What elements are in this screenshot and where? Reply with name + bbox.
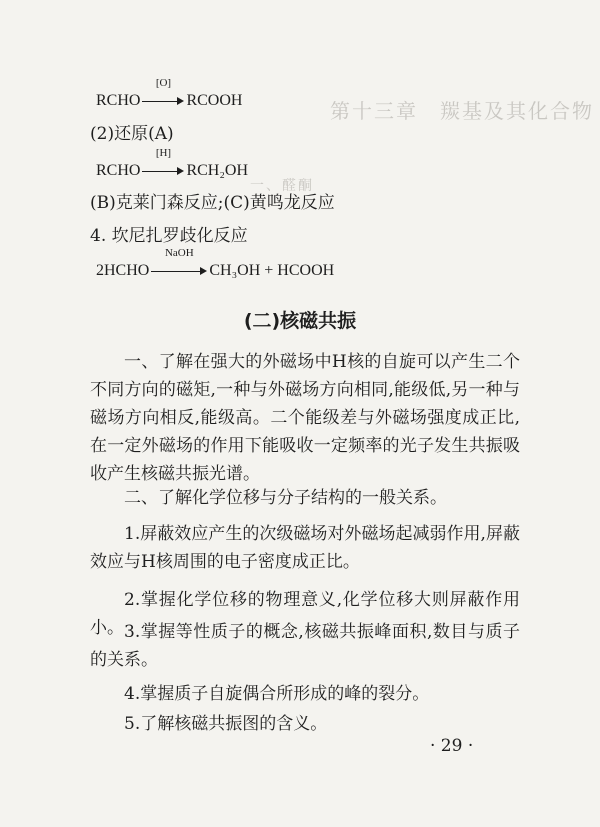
- product: CH₃OH + HCOOH: [209, 262, 335, 279]
- equation-oxidation: [96, 77, 243, 110]
- product: RCOOH: [186, 92, 243, 109]
- reagent-label: [H]: [155, 147, 172, 159]
- reagent-label: NaOH: [164, 247, 194, 259]
- point-4: 4.掌握质子自旋偶合所形成的峰的裂分。: [124, 684, 430, 704]
- reaction-arrow: [151, 247, 207, 280]
- point-1: 1.屏蔽效应产生的次级磁场对外磁场起减弱作用,屏蔽效应与H核周围的电子密度成正比。: [90, 524, 520, 572]
- point-2: 2.掌握化学位移的物理意义,化学位移大则屏蔽作用小。: [90, 590, 520, 638]
- reaction-arrow: [142, 147, 184, 180]
- reduction-label: (2)还原(A): [90, 124, 174, 144]
- product: RCH₂OH: [186, 162, 249, 179]
- bleed-through-text: 一、醛酮: [250, 178, 314, 194]
- item-4: 4. 坎尼扎罗歧化反应: [90, 226, 248, 246]
- page-number: · 29 ·: [430, 736, 474, 756]
- arrow-icon: [142, 166, 184, 176]
- reagent-label: [O]: [155, 77, 172, 89]
- reactant: 2HCHO: [96, 262, 150, 279]
- reactions-bc: (B)克莱门森反应;(C)黄鸣龙反应: [90, 193, 335, 213]
- reactant: RCHO: [96, 162, 141, 179]
- arrow-icon: [151, 266, 207, 276]
- bleed-through-text: 第十三章 羰基及其化合物: [330, 99, 594, 123]
- point-3: 3.掌握等性质子的概念,核磁共振峰面积,数目与质子的关系。: [90, 622, 520, 670]
- section-title: (二)核磁共振: [243, 310, 357, 332]
- arrow-icon: [142, 96, 184, 106]
- reaction-arrow: [142, 77, 184, 110]
- point-5: 5.了解核磁共振图的含义。: [124, 714, 328, 734]
- equation-cannizzaro: [96, 247, 335, 280]
- reactant: RCHO: [96, 92, 141, 109]
- paragraph-1: 一、了解在强大的外磁场中H核的自旋可以产生二个不同方向的磁矩,一种与外磁场方向相同,能级低,另一种与磁场方向相反,能级高。二个能级差与外磁场强度成正比,在一定外磁场的作用下能吸收一定频率的光子发生共振吸收产生核磁共振光谱。: [90, 352, 520, 484]
- equation-reduction: [96, 147, 249, 180]
- paragraph-2: 二、了解化学位移与分子结构的一般关系。: [124, 488, 447, 508]
